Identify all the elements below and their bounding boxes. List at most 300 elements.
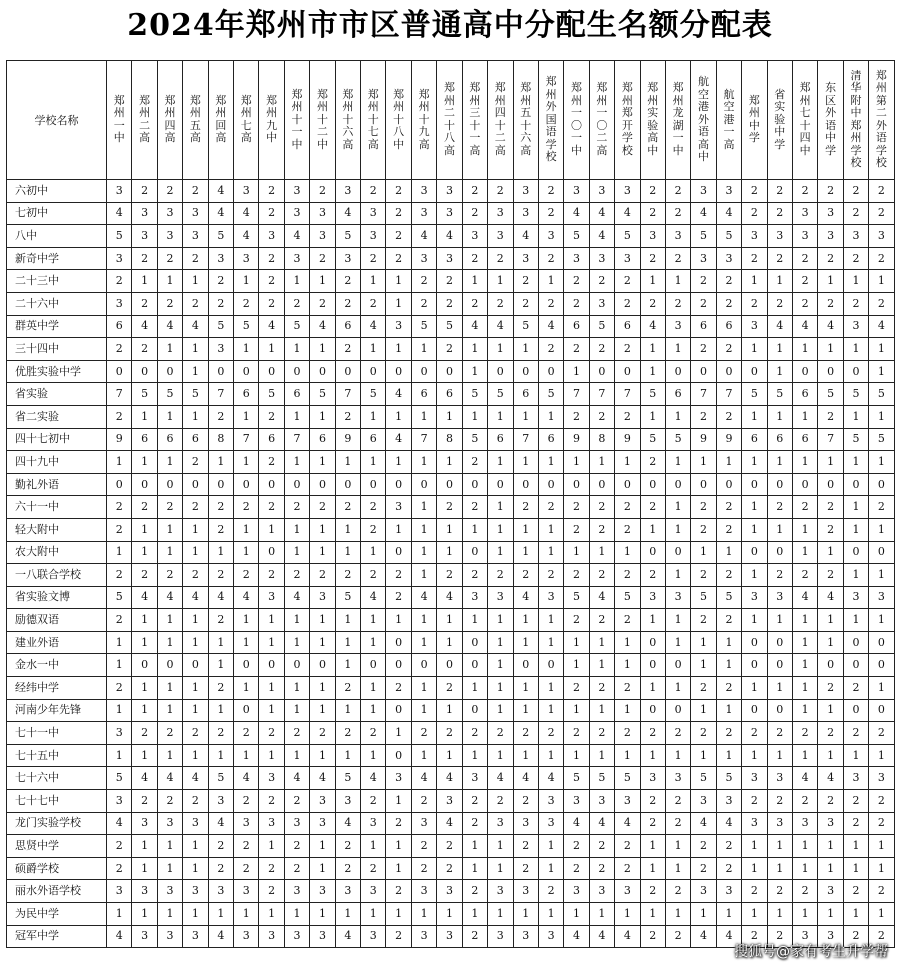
quota-cell: 3 <box>742 225 767 248</box>
quota-cell: 6 <box>107 315 132 338</box>
quota-cell: 3 <box>843 225 868 248</box>
school-name-cell: 冠军中学 <box>7 925 107 948</box>
quota-cell: 2 <box>183 180 208 203</box>
table-row <box>7 292 895 315</box>
quota-cell: 7 <box>564 383 589 406</box>
quota-cell: 3 <box>157 925 182 948</box>
quota-cell: 1 <box>107 903 132 926</box>
quota-cell: 3 <box>107 722 132 745</box>
quota-cell: 1 <box>132 744 157 767</box>
quota-cell: 2 <box>589 722 614 745</box>
quota-cell: 5 <box>107 767 132 790</box>
column-header <box>564 61 589 180</box>
quota-cell: 2 <box>259 180 284 203</box>
quota-cell: 2 <box>843 292 868 315</box>
quota-cell: 0 <box>259 541 284 564</box>
quota-cell: 2 <box>665 202 690 225</box>
quota-cell: 0 <box>869 631 894 654</box>
quota-cell: 3 <box>361 202 386 225</box>
quota-cell: 1 <box>284 518 309 541</box>
quota-cell: 0 <box>208 360 233 383</box>
quota-cell: 1 <box>792 857 817 880</box>
quota-cell: 1 <box>310 518 335 541</box>
quota-cell: 7 <box>208 383 233 406</box>
quota-cell: 2 <box>615 835 640 858</box>
quota-cell: 1 <box>157 405 182 428</box>
quota-cell: 2 <box>589 405 614 428</box>
quota-cell: 2 <box>234 835 259 858</box>
quota-cell: 1 <box>716 744 741 767</box>
quota-cell: 1 <box>869 835 894 858</box>
quota-cell: 1 <box>488 835 513 858</box>
quota-cell: 2 <box>665 292 690 315</box>
quota-cell: 0 <box>488 360 513 383</box>
quota-cell: 2 <box>767 790 792 813</box>
quota-cell: 4 <box>208 180 233 203</box>
quota-cell: 3 <box>132 225 157 248</box>
quota-cell: 2 <box>361 518 386 541</box>
quota-cell: 1 <box>259 677 284 700</box>
quota-cell: 3 <box>107 180 132 203</box>
table-row <box>7 541 895 564</box>
quota-cell: 2 <box>691 338 716 361</box>
quota-cell: 2 <box>691 722 716 745</box>
quota-cell: 0 <box>691 360 716 383</box>
quota-cell: 2 <box>691 270 716 293</box>
quota-cell: 1 <box>437 631 462 654</box>
quota-cell: 2 <box>513 496 538 519</box>
quota-cell: 5 <box>462 383 487 406</box>
quota-cell: 5 <box>742 383 767 406</box>
school-name-cell: 龙门实验学校 <box>7 812 107 835</box>
quota-cell: 1 <box>259 609 284 632</box>
quota-cell: 1 <box>310 541 335 564</box>
quota-cell: 1 <box>208 699 233 722</box>
quota-cell: 2 <box>615 405 640 428</box>
school-name-cell: 一八联合学校 <box>7 564 107 587</box>
quota-cell: 3 <box>310 202 335 225</box>
quota-cell: 1 <box>488 631 513 654</box>
quota-cell: 3 <box>310 790 335 813</box>
watermark: 搜狐号@家有考生升学帮 <box>734 944 888 960</box>
quota-cell: 2 <box>183 247 208 270</box>
quota-cell: 2 <box>335 564 360 587</box>
quota-cell: 1 <box>259 835 284 858</box>
quota-cell: 2 <box>107 564 132 587</box>
quota-cell: 3 <box>234 925 259 948</box>
quota-cell: 1 <box>411 518 436 541</box>
quota-cell: 2 <box>157 292 182 315</box>
quota-cell: 5 <box>310 383 335 406</box>
school-name-cell: 六十一中 <box>7 496 107 519</box>
quota-cell: 1 <box>742 744 767 767</box>
quota-cell: 3 <box>310 586 335 609</box>
quota-cell: 2 <box>843 247 868 270</box>
quota-cell: 7 <box>716 383 741 406</box>
column-header <box>411 61 436 180</box>
quota-cell: 6 <box>792 383 817 406</box>
quota-cell: 3 <box>157 202 182 225</box>
quota-cell: 1 <box>335 744 360 767</box>
quota-cell: 3 <box>335 180 360 203</box>
quota-cell: 2 <box>462 451 487 474</box>
quota-cell: 1 <box>132 270 157 293</box>
quota-cell: 1 <box>691 541 716 564</box>
quota-cell: 1 <box>183 360 208 383</box>
quota-cell: 2 <box>538 247 563 270</box>
quota-cell: 3 <box>691 247 716 270</box>
quota-cell: 1 <box>665 564 690 587</box>
column-header-label: 郑州十八中 <box>393 87 405 151</box>
quota-cell: 1 <box>361 744 386 767</box>
quota-cell: 3 <box>589 880 614 903</box>
quota-cell: 3 <box>691 790 716 813</box>
quota-cell: 2 <box>132 496 157 519</box>
quota-cell: 3 <box>792 202 817 225</box>
quota-cell: 1 <box>411 903 436 926</box>
quota-cell: 2 <box>361 292 386 315</box>
quota-cell: 2 <box>386 225 411 248</box>
quota-cell: 2 <box>437 835 462 858</box>
quota-cell: 2 <box>183 790 208 813</box>
quota-cell: 1 <box>513 744 538 767</box>
quota-cell: 2 <box>234 292 259 315</box>
school-name-cell: 七十五中 <box>7 744 107 767</box>
column-header-label: 郑州十二中 <box>316 87 328 151</box>
quota-cell: 0 <box>157 473 182 496</box>
quota-cell: 1 <box>818 451 843 474</box>
quota-cell: 3 <box>107 292 132 315</box>
quota-cell: 1 <box>234 451 259 474</box>
quota-cell: 3 <box>437 202 462 225</box>
column-header <box>284 61 309 180</box>
quota-cell: 4 <box>208 202 233 225</box>
quota-cell: 4 <box>310 767 335 790</box>
quota-cell: 4 <box>335 925 360 948</box>
quota-cell: 1 <box>792 609 817 632</box>
quota-cell: 4 <box>284 225 309 248</box>
column-header-label: 郑州七十四中 <box>799 81 811 157</box>
quota-cell: 0 <box>513 473 538 496</box>
quota-cell: 0 <box>310 654 335 677</box>
quota-cell: 6 <box>335 315 360 338</box>
quota-cell: 1 <box>361 451 386 474</box>
quota-cell: 3 <box>792 812 817 835</box>
quota-cell: 4 <box>513 225 538 248</box>
column-header-label: 郑州中学 <box>748 93 760 145</box>
quota-cell: 3 <box>284 812 309 835</box>
quota-cell: 2 <box>640 880 665 903</box>
quota-cell: 0 <box>589 473 614 496</box>
quota-cell: 1 <box>742 835 767 858</box>
quota-cell: 3 <box>538 925 563 948</box>
quota-cell: 0 <box>234 360 259 383</box>
quota-cell: 3 <box>538 812 563 835</box>
quota-cell: 0 <box>640 654 665 677</box>
quota-cell: 1 <box>361 270 386 293</box>
quota-cell: 2 <box>538 880 563 903</box>
quota-cell: 1 <box>691 451 716 474</box>
table-row <box>7 360 895 383</box>
quota-cell: 2 <box>589 564 614 587</box>
quota-cell: 0 <box>284 473 309 496</box>
quota-cell: 2 <box>386 247 411 270</box>
quota-cell: 1 <box>157 677 182 700</box>
quota-cell: 3 <box>742 812 767 835</box>
quota-cell: 1 <box>615 631 640 654</box>
quota-cell: 5 <box>615 767 640 790</box>
quota-cell: 2 <box>665 790 690 813</box>
quota-cell: 1 <box>792 541 817 564</box>
quota-cell: 1 <box>665 338 690 361</box>
table-row <box>7 903 895 926</box>
school-name-cell: 省实验 <box>7 383 107 406</box>
quota-cell: 4 <box>234 586 259 609</box>
quota-cell: 3 <box>589 292 614 315</box>
quota-cell: 0 <box>107 473 132 496</box>
quota-cell: 3 <box>183 880 208 903</box>
quota-cell: 2 <box>691 677 716 700</box>
quota-cell: 2 <box>157 180 182 203</box>
quota-cell: 1 <box>284 677 309 700</box>
quota-cell: 4 <box>437 586 462 609</box>
column-header-label: 郑州十九高 <box>418 87 430 151</box>
quota-cell: 2 <box>259 270 284 293</box>
quota-cell: 2 <box>640 564 665 587</box>
quota-cell: 5 <box>437 315 462 338</box>
school-name-cell: 优胜实验中学 <box>7 360 107 383</box>
column-header-label: 航空港外语高中 <box>698 75 710 163</box>
quota-cell: 2 <box>767 247 792 270</box>
quota-cell: 1 <box>437 405 462 428</box>
quota-cell: 4 <box>157 586 182 609</box>
quota-cell: 4 <box>716 202 741 225</box>
allocation-table <box>6 60 895 948</box>
quota-cell: 3 <box>792 925 817 948</box>
quota-cell: 3 <box>310 225 335 248</box>
quota-cell: 4 <box>488 315 513 338</box>
quota-cell: 3 <box>107 790 132 813</box>
quota-cell: 4 <box>615 812 640 835</box>
quota-cell: 2 <box>335 857 360 880</box>
quota-cell: 1 <box>183 631 208 654</box>
quota-cell: 0 <box>665 360 690 383</box>
quota-cell: 1 <box>259 903 284 926</box>
quota-cell: 2 <box>183 722 208 745</box>
quota-cell: 2 <box>818 722 843 745</box>
column-header-label: 郑州七高 <box>240 93 252 145</box>
quota-cell: 0 <box>386 473 411 496</box>
quota-cell: 1 <box>411 631 436 654</box>
quota-cell: 9 <box>691 428 716 451</box>
quota-cell: 4 <box>716 812 741 835</box>
quota-cell: 1 <box>386 405 411 428</box>
quota-cell: 2 <box>869 496 894 519</box>
quota-cell: 7 <box>589 383 614 406</box>
quota-cell: 1 <box>157 338 182 361</box>
column-header-label: 郑州一〇一中 <box>571 81 583 157</box>
quota-cell: 0 <box>437 473 462 496</box>
quota-cell: 1 <box>742 451 767 474</box>
quota-cell: 0 <box>742 699 767 722</box>
quota-cell: 1 <box>869 451 894 474</box>
quota-cell: 2 <box>335 722 360 745</box>
quota-cell: 1 <box>589 744 614 767</box>
quota-cell: 5 <box>538 383 563 406</box>
column-header <box>488 61 513 180</box>
quota-cell: 1 <box>234 541 259 564</box>
quota-cell: 0 <box>843 631 868 654</box>
school-name-cell: 七十七中 <box>7 790 107 813</box>
quota-cell: 0 <box>742 631 767 654</box>
quota-cell: 2 <box>462 722 487 745</box>
quota-cell: 1 <box>767 835 792 858</box>
quota-cell: 2 <box>640 925 665 948</box>
school-name-cell: 四十七初中 <box>7 428 107 451</box>
quota-cell: 2 <box>284 292 309 315</box>
quota-cell: 1 <box>767 677 792 700</box>
quota-cell: 2 <box>792 722 817 745</box>
quota-cell: 2 <box>437 857 462 880</box>
table-row <box>7 451 895 474</box>
quota-cell: 1 <box>818 835 843 858</box>
quota-cell: 1 <box>386 857 411 880</box>
quota-cell: 1 <box>488 654 513 677</box>
quota-cell: 1 <box>284 744 309 767</box>
quota-cell: 1 <box>767 451 792 474</box>
quota-cell: 6 <box>411 383 436 406</box>
quota-cell: 2 <box>259 857 284 880</box>
quota-cell: 4 <box>107 925 132 948</box>
quota-cell: 0 <box>462 473 487 496</box>
quota-cell: 1 <box>869 564 894 587</box>
quota-cell: 6 <box>259 428 284 451</box>
quota-cell: 1 <box>538 518 563 541</box>
quota-cell: 3 <box>462 225 487 248</box>
quota-cell: 0 <box>665 699 690 722</box>
quota-cell: 2 <box>259 790 284 813</box>
quota-cell: 1 <box>234 338 259 361</box>
quota-cell: 1 <box>183 857 208 880</box>
quota-cell: 1 <box>640 744 665 767</box>
quota-cell: 1 <box>843 496 868 519</box>
quota-cell: 2 <box>792 292 817 315</box>
quota-cell: 3 <box>640 225 665 248</box>
quota-cell: 3 <box>234 180 259 203</box>
quota-cell: 2 <box>589 835 614 858</box>
quota-cell: 1 <box>742 338 767 361</box>
table-row <box>7 202 895 225</box>
quota-cell: 1 <box>538 744 563 767</box>
quota-cell: 4 <box>513 767 538 790</box>
quota-cell: 1 <box>792 654 817 677</box>
quota-cell: 2 <box>386 925 411 948</box>
quota-cell: 3 <box>208 247 233 270</box>
quota-cell: 2 <box>589 857 614 880</box>
quota-cell: 1 <box>234 609 259 632</box>
quota-cell: 1 <box>665 744 690 767</box>
quota-cell: 2 <box>488 292 513 315</box>
quota-cell: 5 <box>107 586 132 609</box>
quota-cell: 1 <box>411 609 436 632</box>
school-name-cell: 励德双语 <box>7 609 107 632</box>
school-name-cell: 省实验文博 <box>7 586 107 609</box>
quota-cell: 1 <box>665 451 690 474</box>
quota-cell: 2 <box>589 270 614 293</box>
quota-cell: 1 <box>386 338 411 361</box>
quota-cell: 1 <box>843 451 868 474</box>
quota-cell: 2 <box>462 292 487 315</box>
quota-cell: 3 <box>767 812 792 835</box>
quota-cell: 0 <box>843 541 868 564</box>
quota-cell: 2 <box>107 609 132 632</box>
quota-cell: 4 <box>691 812 716 835</box>
quota-cell: 3 <box>234 880 259 903</box>
quota-cell: 4 <box>615 202 640 225</box>
quota-cell: 3 <box>615 180 640 203</box>
column-header-label: 东区外语中学 <box>825 81 837 157</box>
quota-cell: 1 <box>284 903 309 926</box>
quota-cell: 2 <box>843 880 868 903</box>
quota-cell: 3 <box>615 790 640 813</box>
quota-cell: 4 <box>386 383 411 406</box>
quota-cell: 3 <box>665 315 690 338</box>
quota-cell: 9 <box>564 428 589 451</box>
quota-cell: 1 <box>843 744 868 767</box>
quota-cell: 2 <box>488 247 513 270</box>
quota-cell: 2 <box>792 270 817 293</box>
quota-cell: 0 <box>742 473 767 496</box>
quota-cell: 3 <box>361 225 386 248</box>
quota-cell: 3 <box>818 225 843 248</box>
quota-cell: 6 <box>564 315 589 338</box>
quota-cell: 3 <box>183 225 208 248</box>
column-header <box>513 61 538 180</box>
school-name-cell: 农大附中 <box>7 541 107 564</box>
quota-cell: 2 <box>259 247 284 270</box>
quota-cell: 0 <box>767 541 792 564</box>
quota-cell: 5 <box>691 225 716 248</box>
quota-cell: 2 <box>615 722 640 745</box>
quota-cell: 0 <box>132 473 157 496</box>
quota-cell: 6 <box>234 383 259 406</box>
quota-cell: 2 <box>767 180 792 203</box>
quota-cell: 3 <box>157 225 182 248</box>
quota-cell: 1 <box>462 857 487 880</box>
quota-cell: 1 <box>361 903 386 926</box>
quota-cell: 1 <box>488 677 513 700</box>
quota-cell: 6 <box>157 428 182 451</box>
quota-cell: 4 <box>513 586 538 609</box>
school-name-cell: 三十四中 <box>7 338 107 361</box>
quota-cell: 2 <box>843 202 868 225</box>
table-row <box>7 631 895 654</box>
quota-cell: 2 <box>132 722 157 745</box>
quota-cell: 2 <box>615 338 640 361</box>
quota-cell: 2 <box>742 247 767 270</box>
quota-cell: 3 <box>615 880 640 903</box>
quota-cell: 4 <box>818 586 843 609</box>
quota-cell: 1 <box>843 518 868 541</box>
quota-cell: 1 <box>183 835 208 858</box>
quota-cell: 0 <box>310 473 335 496</box>
quota-cell: 2 <box>564 564 589 587</box>
quota-cell: 5 <box>843 383 868 406</box>
quota-cell: 1 <box>132 835 157 858</box>
page-title: 2024年郑州市市区普通高中分配生名额分配表 <box>127 8 773 43</box>
quota-cell: 2 <box>259 564 284 587</box>
quota-cell: 1 <box>310 451 335 474</box>
